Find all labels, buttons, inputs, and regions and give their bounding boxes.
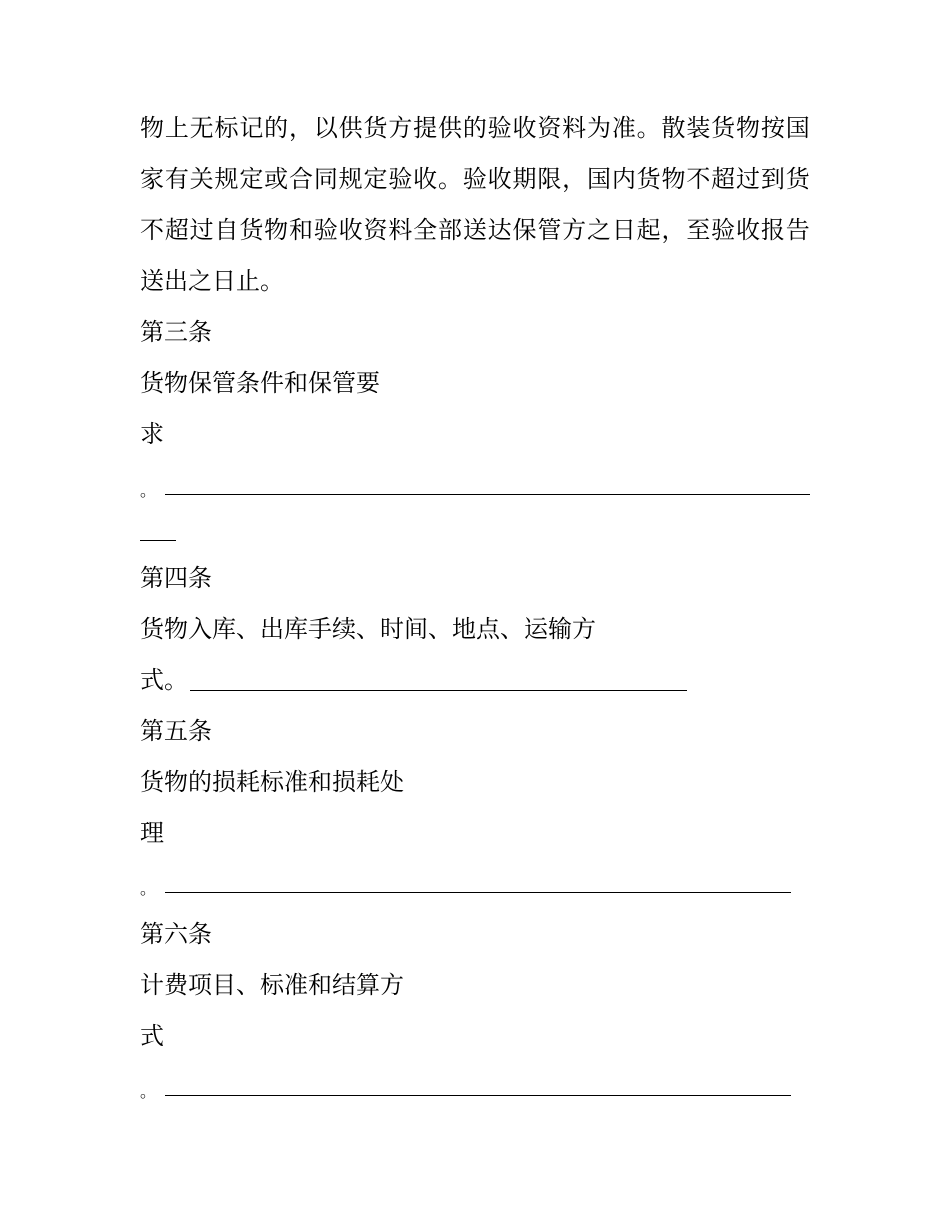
article-4-title: 货物入库、出库手续、时间、地点、运输方 xyxy=(140,615,596,643)
article-3-period: 。 xyxy=(140,481,157,500)
article-4-title-cont: 式。 xyxy=(140,666,188,694)
article-6-title-cont: 式 xyxy=(140,1022,164,1050)
article-4-fill-blank xyxy=(190,690,687,691)
article-6-title: 计费项目、标准和结算方 xyxy=(140,971,404,999)
article-5-period: 。 xyxy=(140,879,157,898)
article-3-heading: 第三条 xyxy=(140,318,212,346)
paragraph-line-1: 物上无标记的，以供货方提供的验收资料为准。散装货物按国 xyxy=(140,114,810,142)
article-5-fill-blank xyxy=(165,892,791,893)
article-4-heading: 第四条 xyxy=(140,564,212,592)
article-6-heading: 第六条 xyxy=(140,920,212,948)
article-5-title-cont: 理 xyxy=(140,819,164,847)
paragraph-line-3: 不超过自货物和验收资料全部送达保管方之日起，至验收报告 xyxy=(140,216,810,244)
paragraph-line-2: 家有关规定或合同规定验收。验收期限，国内货物不超过到货 xyxy=(140,165,810,193)
article-3-fill-blank xyxy=(165,494,810,495)
article-3-title: 货物保管条件和保管要 xyxy=(140,369,380,397)
article-5-title: 货物的损耗标准和损耗处 xyxy=(140,768,404,796)
article-3-fill-blank-cont xyxy=(140,540,176,541)
article-6-period: 。 xyxy=(140,1082,157,1101)
article-5-heading: 第五条 xyxy=(140,717,212,745)
paragraph-line-4: 送出之日止。 xyxy=(140,267,284,295)
article-6-fill-blank xyxy=(165,1095,791,1096)
article-3-title-cont: 求 xyxy=(140,420,164,448)
